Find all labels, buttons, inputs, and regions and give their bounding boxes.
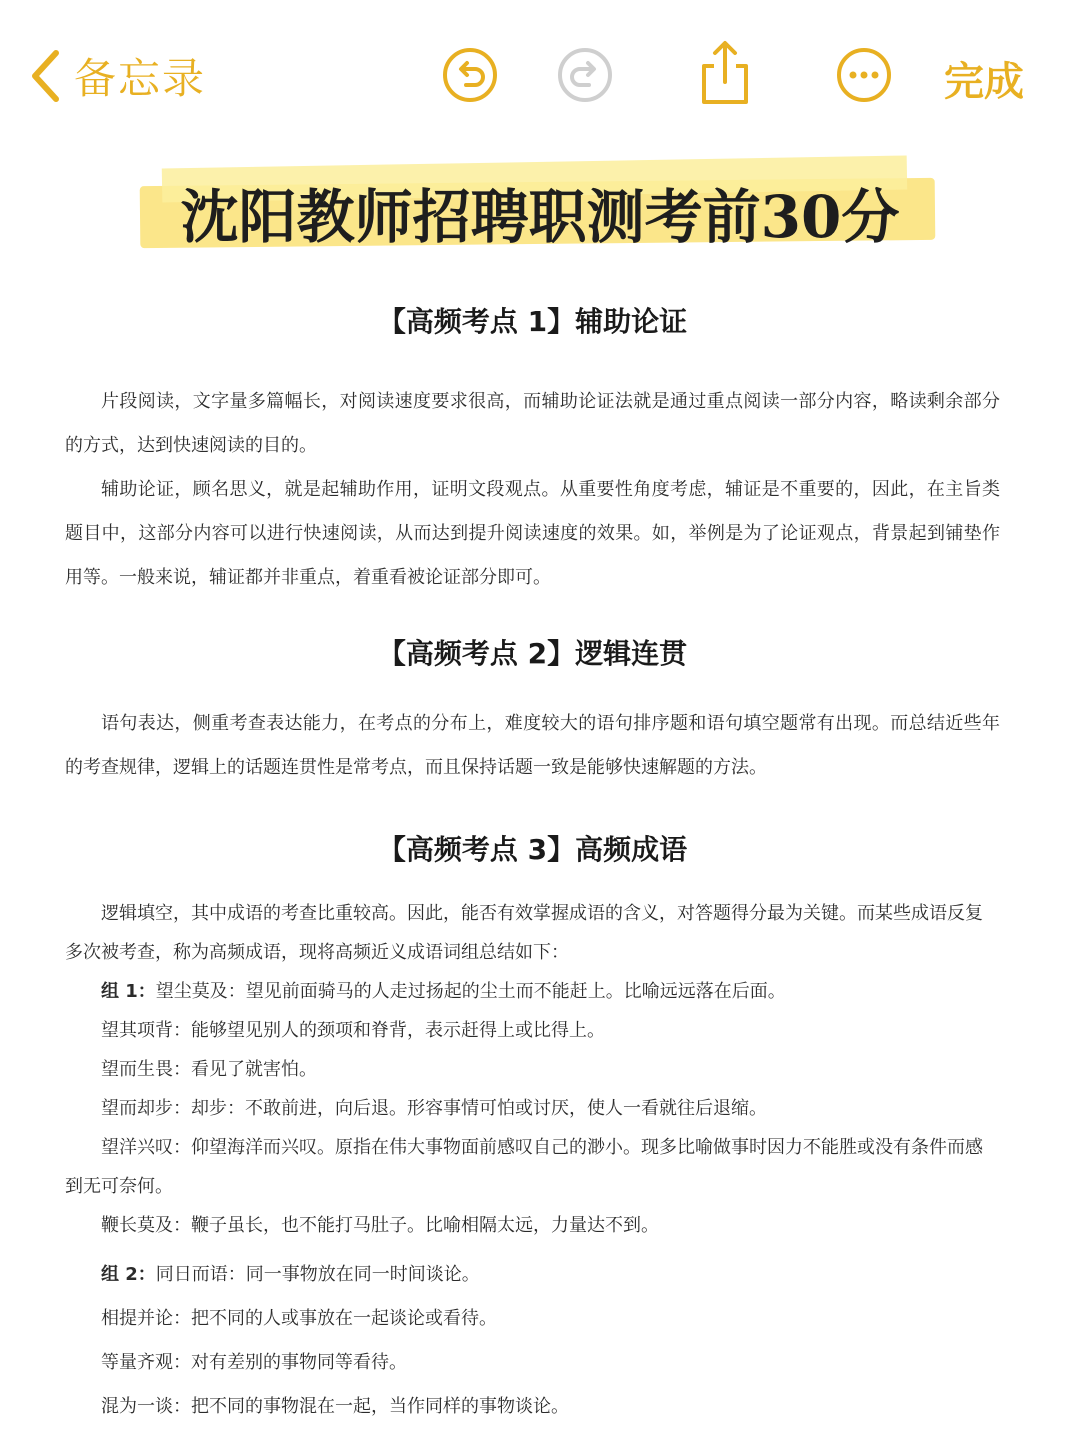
list-item: 望其项背：能够望见别人的颈项和脊背，表示赶得上或比得上。 <box>101 1020 605 1041</box>
back-label: 备忘录 <box>74 54 207 103</box>
chevron-left-icon <box>30 49 60 103</box>
undo-icon[interactable] <box>441 46 499 104</box>
list-item: 组 2：同日而语：同一事物放在同一时间谈论。 <box>101 1264 480 1285</box>
page-title: 沈阳教师招聘职测考前30分 <box>180 183 900 251</box>
section-heading-1: 【高频考点 1】辅助论证 <box>377 305 688 338</box>
more-icon[interactable] <box>835 46 893 104</box>
redo-icon[interactable] <box>556 46 614 104</box>
paragraph: 语句表达，侧重考查表达能力，在考点的分布上，难度较大的语句排序题和语句填空题常有出现。而总结近些年的考查规律，逻辑上的话题连贯性是常考点，而且保持话题一致是能够快速解题的方法。 <box>65 713 1000 778</box>
group-label: 组 1： <box>101 981 156 1002</box>
done-button[interactable]: 完成 <box>944 59 1024 105</box>
paragraph: 片段阅读，文字量多篇幅长，对阅读速度要求很高，而辅助论证法就是通过重点阅读一部分内容，略读剩余部分的方式，达到快速阅读的目的。 <box>65 391 1000 456</box>
idiom-group-1 <box>65 972 1000 1245</box>
list-item: 相提并论：把不同的人或事放在一起谈论或看待。 <box>101 1308 497 1329</box>
list-item: 等量齐观：对有差别的事物同等看待。 <box>101 1352 407 1373</box>
list-item: 望而生畏：看见了就害怕。 <box>101 1059 317 1080</box>
section-heading-2: 【高频考点 2】逻辑连贯 <box>377 637 688 670</box>
group-label: 组 2： <box>101 1264 156 1285</box>
note-title <box>140 152 940 262</box>
list-item: 鞭长莫及：鞭子虽长，也不能打马肚子。比喻相隔太远，力量达不到。 <box>101 1215 659 1236</box>
back-button[interactable] <box>30 46 206 106</box>
paragraph: 辅助论证，顾名思义，就是起辅助作用，证明文段观点。从重要性角度考虑，辅证是不重要的，因此，在主旨类题目中，这部分内容可以进行快速阅读，从而达到提升阅读速度的效果。如，举例是为了论证观点，背景起到铺垫作用等。一般来说，辅证都并非重点，着重看被论证部分即可。 <box>65 479 1000 588</box>
notes-toolbar <box>0 0 1080 150</box>
section-heading-3: 【高频考点 3】高频成语 <box>377 833 688 866</box>
paragraph: 逻辑填空，其中成语的考查比重较高。因此，能否有效掌握成语的含义，对答题得分最为关键。而某些成语反复多次被考查，称为高频成语，现将高频近义成语词组总结如下： <box>65 903 983 963</box>
idiom-group-2 <box>65 1253 1000 1429</box>
list-item: 望而却步：却步：不敢前进，向后退。形容事情可怕或讨厌，使人一看就往后退缩。 <box>101 1098 767 1119</box>
list-item: 混为一谈：把不同的事物混在一起，当作同样的事物谈论。 <box>101 1396 569 1417</box>
list-item: 望洋兴叹：仰望海洋而兴叹。原指在伟大事物面前感叹自己的渺小。现多比喻做事时因力不能胜或没有条件而感到无可奈何。 <box>65 1137 983 1197</box>
list-item: 组 1：望尘莫及：望见前面骑马的人走过扬起的尘土而不能赶上。比喻远远落在后面。 <box>101 981 786 1002</box>
note-body[interactable] <box>65 290 1000 1429</box>
share-icon[interactable] <box>696 40 754 106</box>
